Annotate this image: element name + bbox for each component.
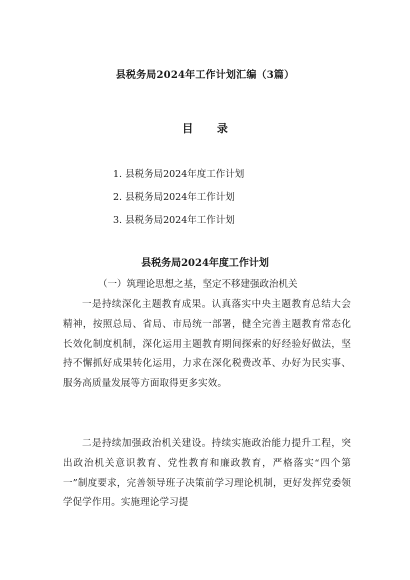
sub-heading: （一）筑理论思想之基，坚定不移建强政治机关 [98,279,298,290]
document-title: 县税务局2024年工作计划汇编（3篇） [115,70,295,81]
toc-item: 2. 县税务局2024年工作计划 [113,192,235,203]
body-paragraph: 一是持续深化主题教育成果。认真落实中央主题教育总结大会精神，按照总局、省局、市局统一部署，健全完善主题教育常态化长效化制度机制，深化运用主题教育期间探索的好经验好做法，坚持不懈抓好成果转化运用，力求在深化税费改革、办好为民实事、服务高质量发展等方面取得更多实效。 [63,299,351,390]
section-title: 县税务局2024年度工作计划 [141,258,269,269]
toc-item: 3. 县税务局2024年工作计划 [113,215,235,226]
body-paragraph: 二是持续加强政治机关建设。持续实施政治能力提升工程，突出政治机关意识教育、党性教育和廉政教育，严格落实“四个第一”制度要求，完善领导班子决策前学习理论机制，更好发挥党委领学促学作用。实施理论学习提 [63,438,351,509]
table-of-contents [113,168,244,237]
toc-item: 1. 县税务局2024年度工作计划 [113,169,245,180]
toc-heading: 目 录 [182,122,238,135]
